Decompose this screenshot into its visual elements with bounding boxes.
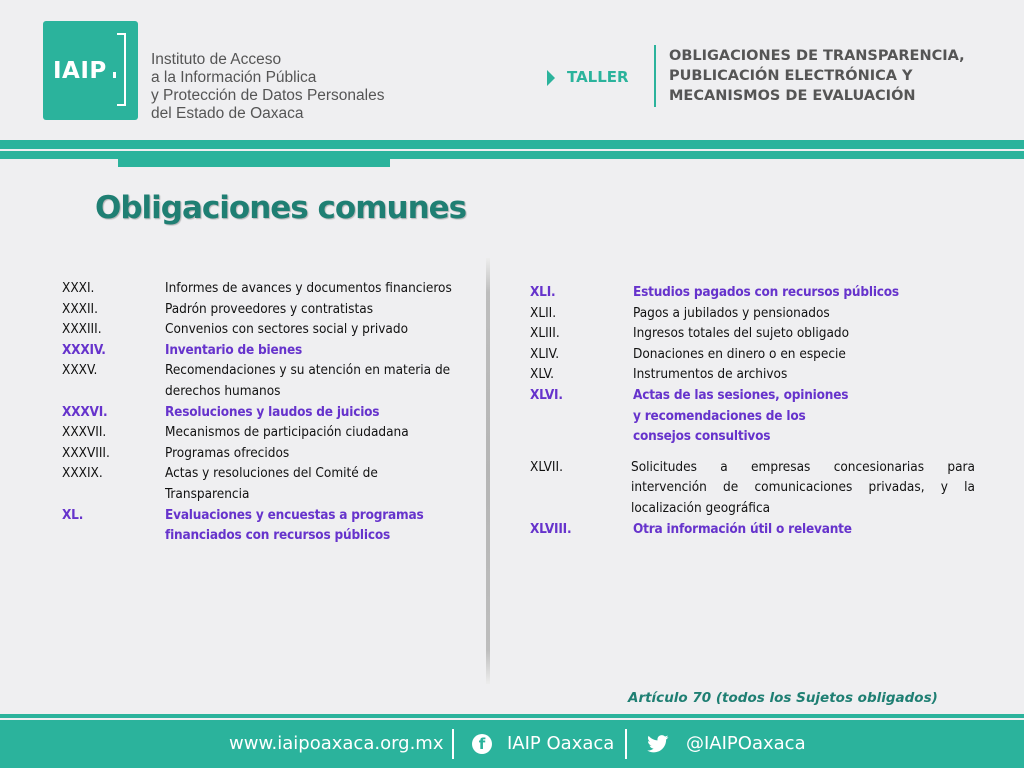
item-text: Inventario de bienes	[165, 341, 303, 358]
left-obligations-list	[62, 278, 452, 546]
twitter-icon[interactable]	[647, 735, 669, 753]
item-text: Donaciones en dinero o en especie	[633, 345, 846, 362]
header	[0, 0, 1024, 140]
list-item	[62, 463, 452, 504]
item-text: Programas ofrecidos	[165, 444, 290, 461]
footer-separator	[625, 729, 627, 759]
list-item-highlighted	[530, 282, 975, 303]
item-text: Mecanismos de participación ciudadana	[165, 424, 409, 441]
logo-dot	[113, 72, 116, 78]
facebook-icon[interactable]: f	[472, 734, 492, 754]
item-text: Resoluciones y laudos de juicios	[165, 403, 380, 420]
item-text: Convenios con sectores social y privado	[165, 321, 409, 338]
item-text: Pagos a jubilados y pensionados	[633, 304, 830, 321]
item-text: Actas y resoluciones del Comité de Transparencia	[165, 465, 378, 502]
list-item	[62, 360, 452, 401]
list-item	[530, 344, 975, 365]
list-item	[530, 457, 975, 519]
twitter-handle[interactable]: @IAIPOaxaca	[686, 733, 806, 754]
list-item	[530, 364, 975, 385]
institute-line: del Estado de Oaxaca	[151, 105, 304, 122]
item-text: Ingresos totales del sujeto obligado	[633, 325, 850, 342]
list-item	[62, 278, 452, 299]
workshop-title	[669, 46, 965, 106]
institute-name	[151, 51, 384, 123]
item-number: XXXII.	[62, 300, 98, 317]
item-text: Otra información útil o relevante	[633, 520, 852, 537]
workshop-title-line: OBLIGACIONES DE TRANSPARENCIA,	[669, 48, 965, 64]
institute-line: a la Información Pública	[151, 69, 317, 86]
header-band	[0, 151, 1024, 159]
item-number: XXXIII.	[62, 321, 102, 338]
item-number: XXXVII.	[62, 424, 107, 441]
list-item	[62, 299, 452, 320]
header-tab-accent	[118, 159, 390, 167]
item-number: XLI.	[530, 284, 556, 300]
list-item-highlighted	[62, 340, 452, 361]
list-item	[62, 422, 452, 443]
item-text: Instrumentos de archivos	[633, 366, 788, 383]
item-text: Padrón proveedores y contratistas	[165, 300, 374, 317]
item-number: XXXIV.	[62, 341, 106, 358]
item-number: XL.	[62, 506, 84, 523]
item-number: XXXI.	[62, 280, 95, 296]
list-item	[530, 303, 975, 324]
header-band	[0, 140, 1024, 149]
item-text: Estudios pagados con recursos públicos	[633, 284, 899, 300]
item-number: XXXVI.	[62, 403, 108, 420]
item-number: XXXVIII.	[62, 444, 110, 461]
facebook-link[interactable]: IAIP Oaxaca	[507, 733, 615, 754]
institute-line: Instituto de Acceso	[151, 51, 282, 68]
footer	[0, 720, 1024, 768]
taller-label: TALLER	[567, 68, 629, 86]
list-item	[62, 443, 452, 464]
door-icon	[117, 33, 126, 106]
item-text: Actas de las sesiones, opiniones y recomendaciones de los consejos consultivos	[633, 386, 849, 445]
item-number: XLIV.	[530, 345, 560, 362]
workshop-title-line: PUBLICACIÓN ELECTRÓNICA Y	[669, 68, 913, 84]
list-item	[62, 319, 452, 340]
item-text: Solicitudes a empresas concesionarias para intervención de comunicaciones privadas, y la localización geográfica	[631, 458, 975, 516]
item-text: Informes de avances y documentos financieros	[165, 280, 452, 296]
right-obligations-list	[530, 282, 975, 539]
item-number: XXXV.	[62, 362, 98, 379]
list-item-highlighted	[530, 519, 975, 540]
workshop-title-line: MECANISMOS DE EVALUACIÓN	[669, 88, 916, 104]
article-note: Artículo 70 (todos los Sujetos obligados)	[628, 690, 938, 706]
list-item-highlighted	[530, 385, 975, 447]
iaip-logo[interactable]	[43, 21, 138, 120]
list-item-highlighted	[62, 402, 452, 423]
column-divider	[486, 258, 490, 684]
item-number: XLII.	[530, 304, 557, 321]
item-number: XLVII.	[530, 458, 563, 475]
website-link[interactable]: www.iaipoaxaca.org.mx	[229, 733, 444, 754]
footer-separator	[452, 729, 454, 759]
logo-text: IAIP	[53, 58, 107, 84]
footer-band	[0, 714, 1024, 718]
triangle-right-icon	[547, 70, 555, 86]
item-text: Evaluaciones y encuestas a programas financiados con recursos públicos	[165, 506, 424, 544]
page-title: Obligaciones comunes	[95, 190, 467, 226]
item-number: XLVI.	[530, 386, 563, 403]
item-number: XLIII.	[530, 325, 560, 342]
institute-line: y Protección de Datos Personales	[151, 87, 385, 104]
list-item-highlighted	[62, 505, 452, 546]
item-text: Recomendaciones y su atención en materia de derechos humanos	[165, 362, 451, 399]
item-number: XXXIX.	[62, 465, 103, 482]
item-number: XLV.	[530, 366, 555, 383]
item-number: XLVIII.	[530, 520, 572, 537]
header-divider	[654, 45, 656, 107]
list-item	[530, 323, 975, 344]
